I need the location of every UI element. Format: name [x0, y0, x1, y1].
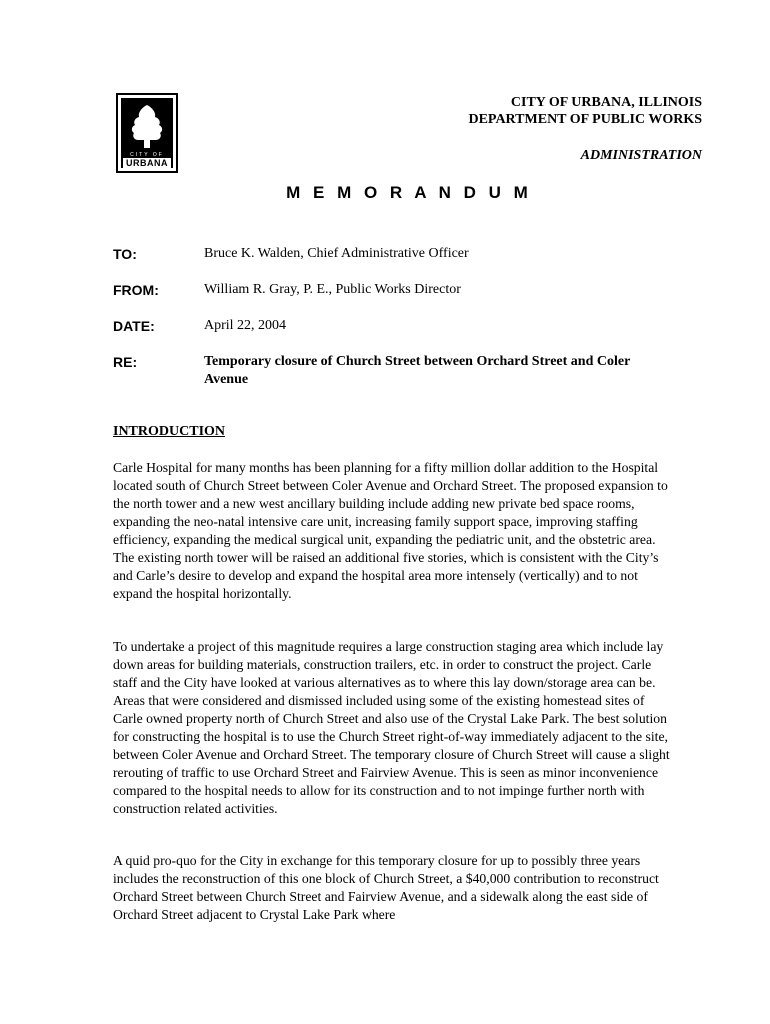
re-line-2: Avenue	[204, 372, 249, 387]
date-value: April 22, 2004	[204, 318, 287, 333]
from-value: William R. Gray, P. E., Public Works Director	[204, 282, 461, 297]
logo-small-text: CITY OF	[130, 152, 164, 158]
department-heading: DEPARTMENT OF PUBLIC WORKS	[468, 112, 702, 127]
city-logo	[116, 93, 178, 173]
re-label: RE:	[113, 354, 138, 370]
intro-paragraph-2: To undertake a project of this magnitude requires a large construction staging area which include lay down areas for building materials, construction trailers, etc. in order to construct the project. Carle staff and the City have looked at various alternatives as to where this lay down/storage area can be. Areas that were considered and dismissed included using some of the existing homestead sites of Carle owned property north of Church Street and also use of the Crystal Lake Park. The best solution for constructing the hospital is to use the Church Street right-of-way immediately adjacent to the site, between Coler Avenue and Orchard Street. The temporary closure of Church Street will cause a slight rerouting of traffic to use Orchard Street and Fairview Avenue. This is seen as minor inconvenience compared to the hospital needs to allow for its construction and to not impinge further north with construction related activities.	[113, 639, 670, 816]
logo-emblem	[121, 98, 173, 168]
to-value: Bruce K. Walden, Chief Administrative Officer	[204, 246, 469, 261]
from-label: FROM:	[113, 282, 159, 298]
to-label: TO:	[113, 246, 137, 262]
division-heading: ADMINISTRATION	[580, 148, 702, 163]
date-label: DATE:	[113, 318, 155, 334]
city-heading: CITY OF URBANA, ILLINOIS	[510, 95, 702, 110]
section-heading: INTRODUCTION	[113, 424, 226, 439]
logo-big-text: URBANA	[123, 158, 171, 169]
intro-paragraph-3: A quid pro-quo for the City in exchange for this temporary closure for up to possibly three years includes the reconstruction of this one block of Church Street, a $40,000 contribution to reconstruct Orchard Street between Church Street and Fairview Avenue, and a sidewalk along the east side of Orchard Street adjacent to Crystal Lake Park where	[113, 853, 659, 922]
intro-paragraph-1: Carle Hospital for many months has been planning for a fifty million dollar addition to the Hospital located south of Church Street between Coler Avenue and Orchard Street. The proposed expansion to the north tower and a new west ancillary building include adding new private bed space rooms, expanding the neo-natal intensive care unit, increasing family support space, improving staffing efficiency, expanding the medical surgical unit, expanding the pediatric unit, and the obstetric area. The existing north tower will be raised an additional five stories, which is consistent with the City’s and Carle’s desire to develop and expand the hospital area more intensely (vertically) and to not expand the hospital horizontally.	[113, 460, 668, 601]
memo-title: M E M O R A N D U M	[286, 183, 532, 202]
re-line-1: Temporary closure of Church Street between Orchard Street and Coler	[204, 354, 631, 369]
